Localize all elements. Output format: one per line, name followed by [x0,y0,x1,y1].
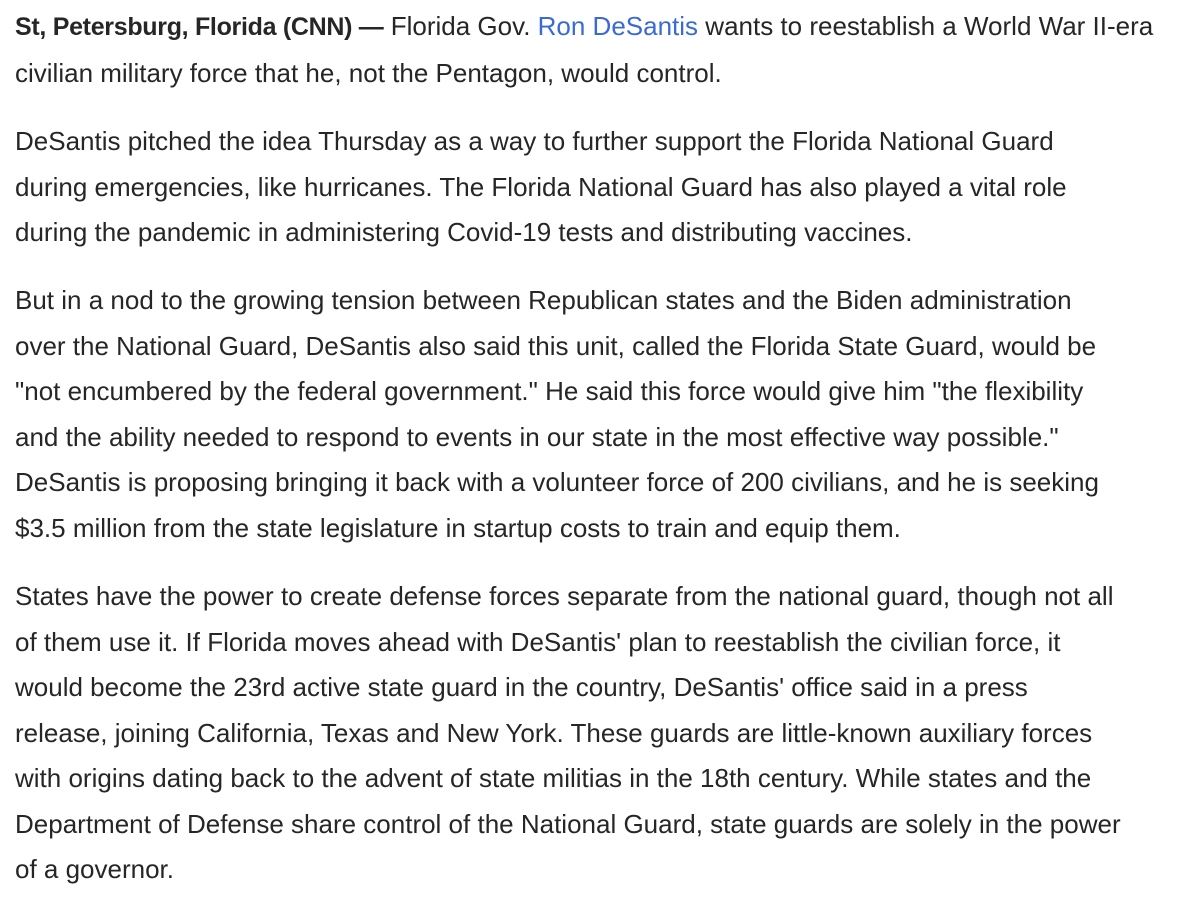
paragraph-4-line: States have the power to create defense forces separate from the national guard, though not all [15,581,1114,611]
paragraph-3-line: DeSantis is proposing bringing it back with a volunteer force of 200 civilians, and he is seeking [15,467,1099,497]
dateline: St, Petersburg, Florida (CNN) — [15,13,384,41]
ron-desantis-link[interactable]: Ron DeSantis [537,11,699,41]
paragraph-4-line: would become the 23rd active state guard in the country, DeSantis' office said in a press [15,672,1028,702]
paragraph-1-line-1 [15,4,1195,51]
paragraph-1 [15,4,1195,96]
paragraph-3 [15,278,1195,551]
text-before-link: Florida Gov. [383,11,538,41]
paragraph-3-line: and the ability needed to respond to events in our state in the most effective way possible." [15,421,1059,452]
paragraph-1-line-2: civilian military force that he, not the Pentagon, would control. [15,57,722,88]
paragraph-2-line: during the pandemic in administering Covid-19 tests and distributing vaccines. [15,217,913,247]
paragraph-4-line: Department of Defense share control of the National Guard, state guards are solely in the power [15,808,1121,839]
paragraph-3-line: over the National Guard, DeSantis also said this unit, called the Florida State Guard, would be [15,330,1097,361]
paragraph-2-line: during emergencies, like hurricanes. The Florida National Guard has also played a vital role [15,171,1067,202]
paragraph-4-line: release, joining California, Texas and New York. These guards are little-known auxiliary forces [15,717,1093,748]
paragraph-4-line: with origins dating back to the advent of state militias in the 18th century. While states and the [15,763,1092,793]
paragraph-3-line: $3.5 million from the state legislature in startup costs to train and equip them. [15,512,901,543]
paragraph-3-line: But in a nod to the growing tension between Republican states and the Biden administration [15,285,1072,315]
text-after-link: wants to reestablish a World War II-era [698,11,1154,41]
paragraph-3-line: "not encumbered by the federal government." He said this force would give him "the flexibility [15,376,1084,406]
paragraph-2 [15,119,1195,256]
paragraph-2-line: DeSantis pitched the idea Thursday as a way to further support the Florida National Guard [15,126,1054,156]
paragraph-4-line: of a governor. [15,854,174,884]
paragraph-4-line: of them use it. If Florida moves ahead with DeSantis' plan to reestablish the civilian force, it [15,626,1061,657]
paragraph-4 [15,574,1195,893]
